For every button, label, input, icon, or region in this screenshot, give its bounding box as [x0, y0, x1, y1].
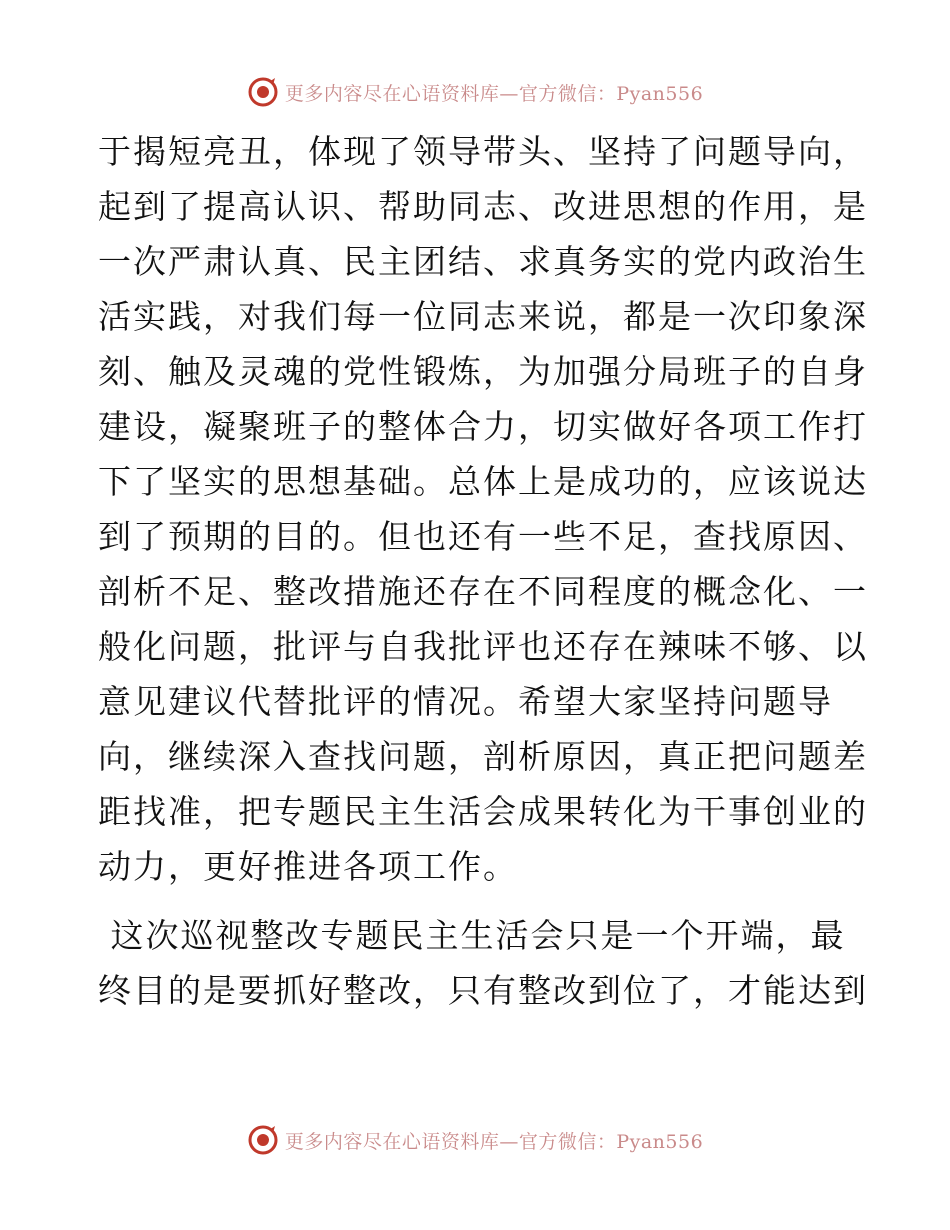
text-line: 一次严肃认真、民主团结、求真务实的党内政治生 — [98, 242, 868, 281]
watermark-text: 更多内容尽在心语资料库—官方微信：Pyan556 — [284, 82, 704, 105]
text-line: 剖析不足、整改措施还存在不同程度的概念化、一 — [98, 572, 868, 611]
text-line: 动力，更好推进各项工作。 — [98, 847, 518, 886]
text-line: 这次巡视整改专题民主生活会只是一个开端，最 — [98, 916, 846, 955]
text-line: 刻、触及灵魂的党性锻炼，为加强分局班子的自身 — [98, 352, 868, 391]
text-line: 下了坚实的思想基础。总体上是成功的，应该说达 — [98, 462, 868, 501]
text-line: 意见建议代替批评的情况。希望大家坚持问题导 — [98, 682, 833, 721]
document-body — [98, 124, 868, 1018]
paragraph-spacer — [98, 894, 854, 908]
text-line: 起到了提高认识、帮助同志、改进思想的作用，是 — [98, 187, 868, 226]
text-line: 向，继续深入查找问题，剖析原因，真正把问题差 — [98, 737, 868, 776]
text-line: 于揭短亮丑，体现了领导带头、坚持了问题导向， — [98, 132, 868, 171]
paragraph-1 — [98, 124, 868, 894]
footer-watermark — [0, 1120, 950, 1160]
text-line: 距找准，把专题民主生活会成果转化为干事创业的 — [98, 792, 868, 831]
text-line: 般化问题，批评与自我批评也还存在辣味不够、以 — [98, 627, 868, 666]
brand-logo-icon — [247, 76, 279, 108]
watermark-text: 更多内容尽在心语资料库—官方微信：Pyan556 — [284, 1130, 704, 1153]
header-watermark — [0, 72, 950, 112]
text-line: 终目的是要抓好整改，只有整改到位了，才能达到 — [98, 971, 868, 1010]
text-line: 到了预期的目的。但也还有一些不足，查找原因、 — [98, 517, 868, 556]
brand-logo-icon — [247, 1124, 279, 1156]
text-line: 活实践，对我们每一位同志来说，都是一次印象深 — [98, 297, 868, 336]
text-line: 建设，凝聚班子的整体合力，切实做好各项工作打 — [98, 407, 868, 446]
paragraph-2 — [98, 908, 868, 1018]
